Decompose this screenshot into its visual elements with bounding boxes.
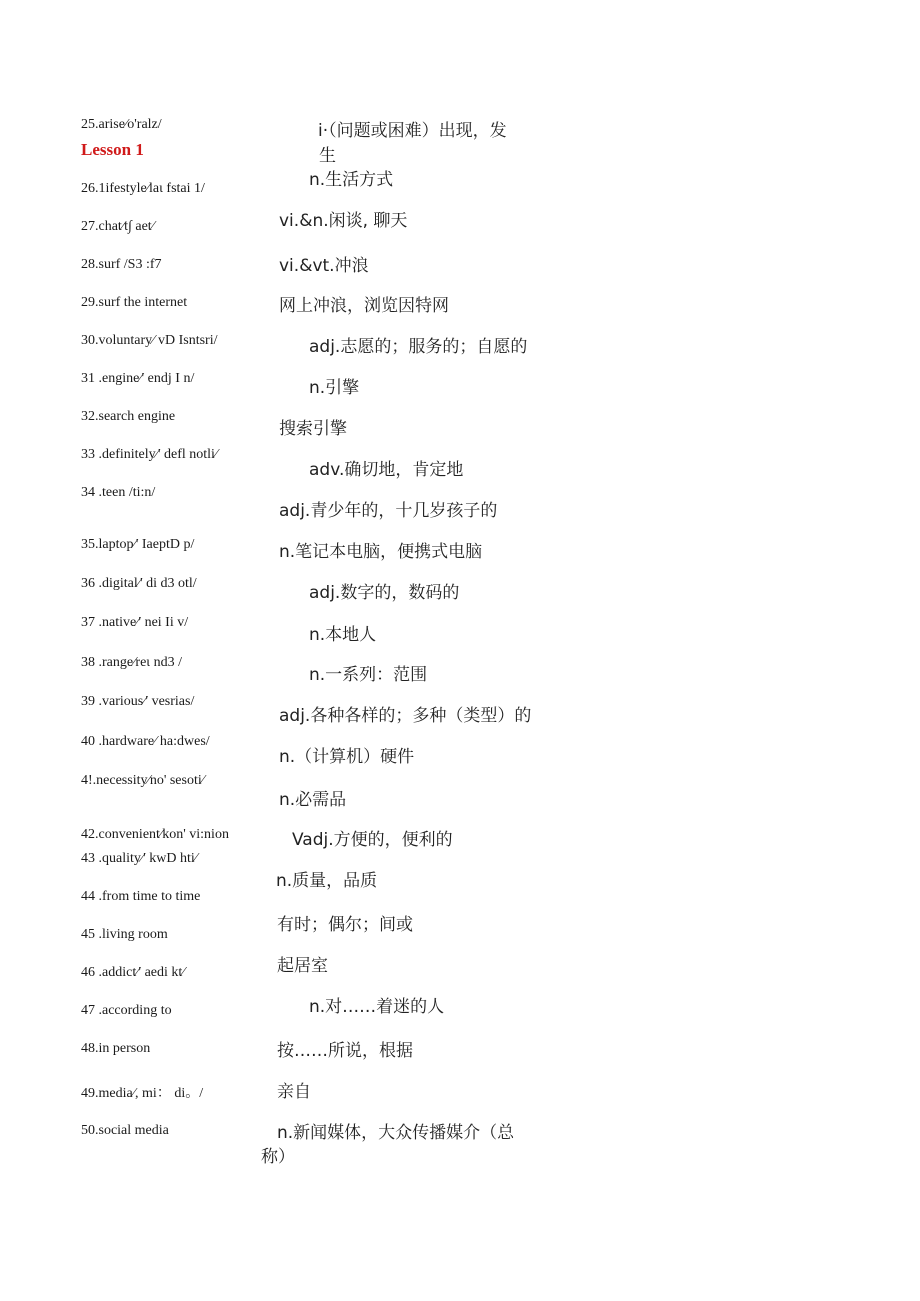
entry-term: 34 .teen /ti:n/ — [81, 485, 156, 500]
entry-definition: 搜索引擎 — [279, 419, 347, 439]
entry-definition: 起居室 — [277, 956, 328, 976]
lesson-heading: Lesson 1 — [81, 140, 144, 159]
entry-term: 35.laptop⁄' IaeptD p/ — [81, 537, 195, 552]
entry-term: 49.media⁄, mi： di。/ — [81, 1086, 204, 1101]
entry-definition: 按……所说，根据 — [277, 1041, 413, 1061]
entry-definition: adj.志愿的；服务的；自愿的 — [309, 337, 528, 357]
entry-term: 38 .range⁄reι nd3 / — [81, 655, 182, 670]
entry-definition: 网上冲浪，浏览因特网 — [279, 296, 449, 316]
entry-term: 42.convenient⁄kon' vi:nion — [81, 827, 229, 842]
entry-term: 32.search engine — [81, 409, 176, 424]
entry-definition-continuation: 称） — [261, 1147, 295, 1167]
entry-definition: adj.各种各样的；多种（类型）的 — [279, 706, 532, 726]
entry-term: 33 .definitely⁄' defl notli⁄ — [81, 447, 218, 462]
entry-definition: n.生活方式 — [309, 170, 394, 190]
entry-definition: n.质量，品质 — [276, 871, 378, 891]
entry-definition: adj.青少年的，十几岁孩子的 — [279, 501, 498, 521]
entry-definition: n.对……着迷的人 — [309, 997, 445, 1017]
entry-definition: n.必需品 — [279, 790, 347, 810]
entry-definition: vi.&n.闲谈, 聊天 — [279, 211, 408, 231]
entry-term: 4!.necessity⁄no' sesoti⁄ — [81, 773, 205, 788]
entry-definition: n.（计算机）硬件 — [279, 747, 415, 767]
entry-definition: n.笔记本电脑，便携式电脑 — [279, 542, 483, 562]
entry-term: 45 .living room — [81, 927, 168, 942]
entry-definition: n.引擎 — [309, 378, 360, 398]
entry-term: 39 .various⁄' vesrias/ — [81, 694, 195, 709]
entry-definition: n.新闻媒体，大众传播媒介（总 — [277, 1123, 515, 1143]
entry-term: 26.1ifestyle⁄laι fstai 1/ — [81, 181, 205, 196]
entry-term: 47 .according to — [81, 1003, 172, 1018]
entry-definition: 有时；偶尔；间或 — [277, 915, 413, 935]
entry-term: 46 .addict⁄' aedi kt⁄ — [81, 965, 185, 980]
entry-term: 31 .engine⁄' endj I n/ — [81, 371, 195, 386]
entry-term: 40 .hardware⁄ ha:dwes/ — [81, 734, 210, 749]
entry-definition: n.本地人 — [309, 625, 377, 645]
entry-term: 37 .native⁄' nei Ii v/ — [81, 615, 189, 630]
entry-definition: adj.数字的，数码的 — [309, 583, 460, 603]
entry-term: 36 .digital⁄' di d3 otl/ — [81, 576, 197, 591]
entry-term: 29.surf the internet — [81, 295, 188, 310]
entry-definition: adv.确切地，肯定地 — [309, 460, 464, 480]
entry-term: 50.social media — [81, 1123, 169, 1138]
entry-definition: 亲自 — [277, 1082, 311, 1102]
entry-term: 44 .from time to time — [81, 889, 201, 904]
entry-term: 48.in person — [81, 1041, 151, 1056]
entry-term: 25.arise⁄o'ralz/ — [81, 117, 162, 132]
entry-definition: Vadj.方便的，便利的 — [292, 830, 453, 850]
entry-definition: n.一系列：范围 — [309, 665, 428, 685]
entry-term: 27.chat⁄t∫ aet⁄ — [81, 219, 155, 234]
entry-definition: vi.&vt.冲浪 — [279, 256, 369, 276]
entry-term: 30.voluntary⁄ vD Isntsri/ — [81, 333, 218, 348]
entry-definition: i·（问题或困难）出现，发 — [318, 121, 507, 141]
entry-term: 43 .quality⁄' kwD hti⁄ — [81, 851, 198, 866]
entry-definition-continuation: 生 — [319, 146, 336, 166]
entry-term: 28.surf /S3 :f7 — [81, 257, 162, 272]
